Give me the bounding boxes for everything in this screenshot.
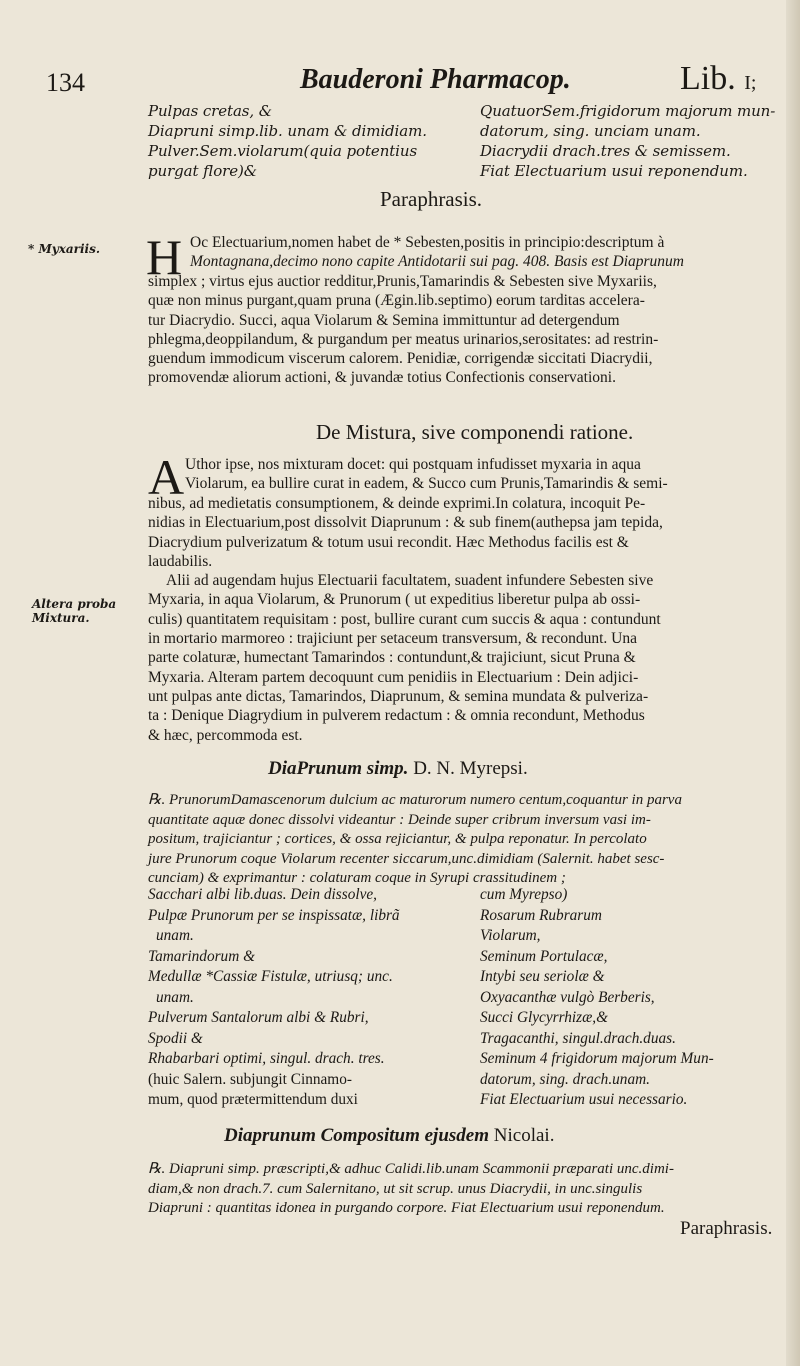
drop-cap: H <box>146 229 183 285</box>
ingredients-left <box>148 885 400 1111</box>
ingredient: Intybi seu seriolæ & <box>480 968 605 985</box>
top-recipe-left <box>148 101 427 181</box>
paragraph-line: ta : Denique Diagrydium in pulverem redactum : & omnia recondunt, Methodus <box>148 707 645 725</box>
paragraph-line: guendum immodicum viscerum calorem. Penidiæ, corrigendæ siccitati Diacrydii, <box>148 350 653 368</box>
paragraph-body <box>148 272 658 388</box>
paragraph-line: Myxaria. Alteram partem decoquunt cum penidiis in Electuarium : Dein adjici- <box>148 668 639 686</box>
paragraph-line: unt pulpas ante dictas, Tamarindos, Diaprunum, & semina mundata & pulveriza- <box>148 687 649 705</box>
paragraph-line: & hæc, percommoda est. <box>148 726 303 744</box>
recipe-heading-roman: D. N. Myrepsi. <box>413 758 528 779</box>
recipe-heading <box>224 1125 554 1147</box>
ingredient: Tragacanthi, singul.drach.duas. <box>480 1029 676 1047</box>
recipe-line: Diapruni simp.lib. unam & dimidiam. <box>148 122 427 140</box>
paragraph-line: Violarum, ea bullire curat in eadem, & Succo cum Prunis,Tamarindis & semi- <box>185 475 668 493</box>
section-heading: De Mistura, sive componendi ratione. <box>316 420 634 444</box>
recipe-heading-roman: Nicolai. <box>493 1125 555 1146</box>
ingredient: Seminum Portulacæ, <box>480 947 608 965</box>
paragraph-line: laudabilis. <box>148 552 213 570</box>
ingredient: cum Myrepso) <box>480 886 568 903</box>
ingredient: Rhabarbari optimi, singul. drach. tres. <box>148 1050 385 1067</box>
ingredient: mum, quod prætermittendum duxi <box>148 1091 358 1108</box>
paragraph-line: Montagnana,decimo nono capite Antidotarii sui pag. 408. Basis est Diaprunum <box>190 253 684 270</box>
paragraph-line: Diacrydium pulverizatum & totum usui recondit. Hæc Methodus facilis est & <box>148 533 629 551</box>
recipe-line: Pulver.Sem.violarum(quia potentius <box>148 142 418 160</box>
ingredients-right <box>480 885 714 1111</box>
ingredient: Pulverum Santalorum albi & Rubri, <box>148 1009 369 1026</box>
ingredient: Seminum 4 frigidorum majorum Mun- <box>480 1050 714 1067</box>
rx-line: Diapruni : quantitas idonea in purgando corpore. Fiat Electuarium usui reponendum. <box>148 1200 665 1216</box>
recipe-line: purgat flore)& <box>148 162 258 180</box>
ingredient: Sacchari albi lib.duas. Dein dissolve, <box>148 886 378 903</box>
ingredient: Pulpæ Prunorum per se inspissatæ, librã <box>148 906 400 924</box>
rx-line: diam,& non drach.7. cum Salernitano, ut sit scrup. unus Diacrydii, in unc.singulis <box>148 1180 643 1197</box>
paragraph-line: parte colaturæ, humectant Tamarindos : contundunt,& trajiciunt, sicut Pruna & <box>148 649 636 667</box>
rx-line: ℞. PrunorumDamascenorum dulcium ac maturorum numero centum,coquantur in parva <box>148 792 682 808</box>
rx-line: positum, trajiciantur ; cortices, & ossa rejiciantur, & pulpa reponatur. In percolato <box>148 831 647 847</box>
margin-note-line: Altera proba <box>32 597 117 611</box>
rx-line: quantitate aquæ donec dissolvi videantur : Deinde super cribrum inversum vasi im- <box>148 811 651 828</box>
recipe-heading <box>268 758 528 780</box>
recipe-heading-italic: DiaPrunum simp. <box>268 758 409 779</box>
drop-cap: A <box>148 449 185 505</box>
ingredient: unam. <box>156 927 194 944</box>
paragraph-line: Oc Electuarium,nomen habet de * Sebesten,positis in principio:descriptum à <box>190 234 665 251</box>
running-header <box>0 58 800 98</box>
recipe-prescription <box>148 791 682 889</box>
margin-note-line: Mixtura. <box>32 611 90 625</box>
paragraph-line: quæ non minus purgant,quam pruna (Ægin.lib.septimo) eorum tarditas accelera- <box>148 292 645 310</box>
ingredient: unam. <box>156 988 194 1006</box>
ingredient: Fiat Electuarium usui necessario. <box>480 1091 688 1108</box>
paragraph-line: phlegma,deoppilandum, & purgandum per meatus urinarios,serositates: ad restrin- <box>148 330 659 348</box>
rx-line: ℞. Diapruni simp. præscripti,& adhuc Calidi.lib.unam Scammonii præparati unc.dimi- <box>148 1161 674 1177</box>
paragraph-line: Myxaria, in aqua Violarum, & Prunorum ( ut expeditius liberetur pulpa ab ossi- <box>148 591 641 609</box>
paragraph-line: nibus, ad medietatis consumptionem, & deinde exprimi.In colatura, incoquit Pe- <box>148 495 646 512</box>
top-recipe-right <box>480 101 775 181</box>
paragraph-first-lines <box>185 455 668 494</box>
recipe-line: Fiat Electuarium usui reponendum. <box>480 162 748 180</box>
ingredient: datorum, sing. drach.unam. <box>480 1070 650 1088</box>
section-heading: Paraphrasis. <box>380 187 483 211</box>
ingredient: Spodii & <box>148 1029 203 1047</box>
ingredient: Tamarindorum & <box>148 947 255 965</box>
recipe-line: Diacrydii drach.tres & semissem. <box>480 142 731 160</box>
paragraph-line: nidias in Electuarium,post dissolvit Diaprunum : & sub finem(authepsa jam tepida, <box>148 514 663 532</box>
ingredient: Violarum, <box>480 927 541 944</box>
book-label <box>680 60 756 98</box>
recipe-line: datorum, sing. unciam unam. <box>480 122 701 140</box>
rx-line: jure Prunorum coque Violarum recenter siccarum,unc.dimidiam (Salernit. habet sesc- <box>148 850 665 867</box>
margin-note <box>32 597 116 625</box>
ingredient: Medullæ *Cassiæ Fistulæ, utriusq; unc. <box>148 968 393 985</box>
margin-note: * Myxariis. <box>28 242 101 256</box>
rx-line: cunciam) & exprimantur : colaturam coque in Syrupi crassitudinem ; <box>148 870 566 886</box>
paragraph-line: Uthor ipse, nos mixturam docet: qui postquam infudisset myxaria in aqua <box>185 456 641 473</box>
catchword: Paraphrasis. <box>680 1218 773 1239</box>
ingredient: Rosarum Rubrarum <box>480 906 602 924</box>
paragraph-line: promovendæ aliorum actioni, & juvandæ totius Confectionis conservationi. <box>148 369 616 387</box>
paragraph-line: in mortario marmoreo : trajiciunt per setaceum transversum, & recondunt. Una <box>148 630 637 648</box>
page-edge <box>786 0 800 1366</box>
paragraph-body <box>148 494 663 745</box>
ingredient: Oxyacanthæ vulgò Berberis, <box>480 988 655 1006</box>
ingredient: Succi Glycyrrhizæ,& <box>480 1009 609 1026</box>
recipe-line: QuatuorSem.frigidorum majorum mun- <box>480 102 776 120</box>
running-title: Bauderoni Pharmacop. <box>300 64 571 95</box>
recipe-heading-italic: Diaprunum Compositum ejusdem <box>224 1125 490 1146</box>
ingredient: (huic Salern. subjungit Cinnamo- <box>148 1070 352 1088</box>
lib-number: I; <box>744 72 757 94</box>
recipe-line: Pulpas cretas, & <box>148 102 272 120</box>
paragraph-line: tur Diacrydio. Succi, aqua Violarum & Semina immittuntur ad detergendum <box>148 311 620 329</box>
recipe-prescription <box>148 1160 674 1219</box>
paragraph-line: culis) quantitatem requisitam : post, bullire curant cum succis & aqua : contundunt <box>148 610 661 628</box>
page-number: 134 <box>46 68 85 97</box>
paragraph-line: simplex ; virtus ejus auctior redditur,Prunis,Tamarindis & Sebesten sive Myxariis, <box>148 273 657 290</box>
paragraph-line: Alii ad augendam hujus Electuarii facultatem, suadent infundere Sebesten sive <box>166 572 654 590</box>
lib-label: Lib. <box>680 60 736 97</box>
